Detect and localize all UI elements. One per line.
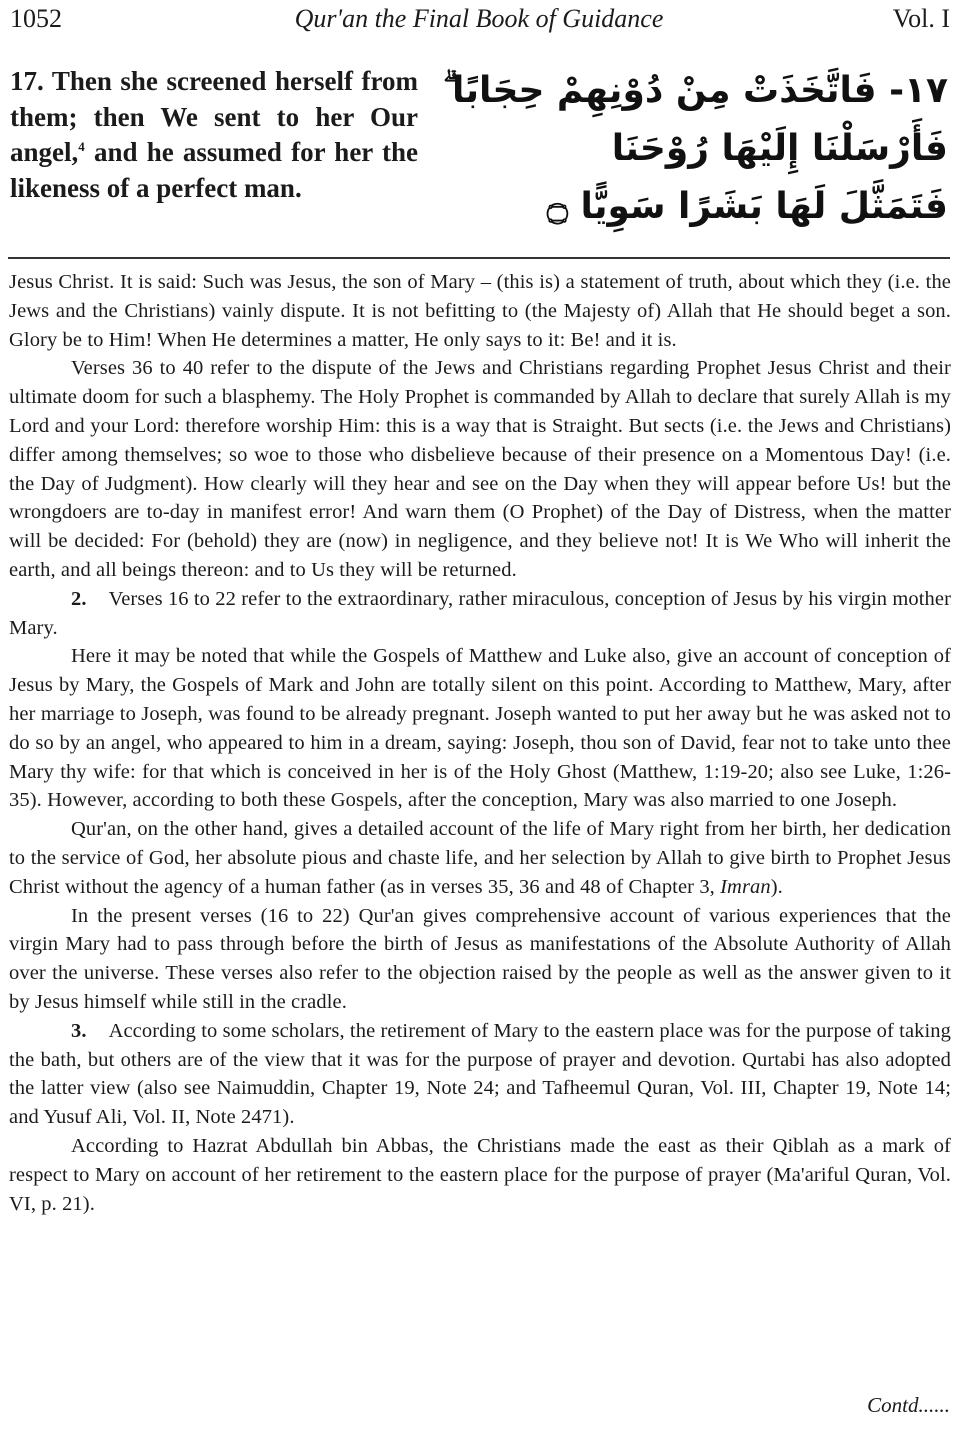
arabic-line: فَتَمَثَّلَ لَهَا بَشَرًا سَوِيًّا ۝ [546,186,948,227]
arabic-line: فَأَرْسَلْنَا إِلَيْهَا رُوْحَنَا [611,128,948,169]
note-2: 2. Verses 16 to 22 refer to the extraordinary, rather miraculous, conception of Jesus by his virgin mother Mary. [9,587,951,639]
commentary-paragraph: Verses 36 to 40 refer to the dispute of the Jews and Christians regarding Prophet Jesus Christ and their ultimate doom for such a blasphemy. The Holy Prophet is commanded by Allah to declare that surely Allah is my Lord and your Lord: therefore worship Him: this is a way that is Straight. But sects (i.e. the Jews and Christians) differ among themselves; so woe to those who disbelieve because of their presence on a Momentous Day! (i.e. the Day of Judgment). How clearly will they hear and see on the Day when they will appear before Us! but the wrongdoers are to-day in manifest error! And warn them (O Prophet) of the Day of Distress, when the matter will be decided: For (behold) they are (now) in negligence, and they believe not! It is We Who will inherit the earth, and all beings thereon: and to Us they will be returned. [9,357,951,581]
volume-label: Vol. I [892,4,950,33]
commentary-body [9,268,951,1218]
commentary-paragraph: Here it may be noted that while the Gospels of Matthew and Luke also, give an account of conception of Jesus by Mary, the Gospels of Mark and John are totally silent on this point. According to Matthew, Mary, after her marriage to Joseph, was found to be already pregnant. Joseph wanted to put her away but he was asked not to do so by an angel, who appeared to him in a dream, saying: Joseph, thou son of David, fear not to take unto thee Mary thy wife: for that which is conceived in her is of the Holy Ghost (Matthew, 1:19-20; also see Luke, 1:26-35). However, according to both these Gospels, after the conception, Mary was also married to one Joseph. [9,645,951,812]
continued-marker: Contd...... [867,1393,950,1417]
section-divider [8,257,950,259]
commentary-paragraph: Jesus Christ. It is said: Such was Jesus, the son of Mary – (this is) a statement of truth, about which they (i.e. the Jews and the Christians) vainly dispute. It is not befitting to (the Majesty of) Allah that He should beget a son. Glory be to Him! When He determines a matter, He only says to it: Be! and it is. [9,271,951,351]
page-header [8,2,950,36]
note-3: 3. According to some scholars, the retirement of Mary to the eastern place was for the purpose of taking the bath, but others are of the view that it was for the purpose of prayer and devotion. Qurtabi has also adopted the latter view (also see Naimuddin, Chapter 19, Note 24; and Tafheemul Quran, Vol. III, Chapter 19, Note 14; and Yusuf Ali, Vol. II, Note 2471). [9,1019,951,1129]
verse-block [10,62,950,252]
commentary-paragraph: According to Hazrat Abdullah bin Abbas, the Christians made the east as their Qiblah as a mark of respect to Mary on account of her retirement to the eastern place for the purpose of prayer (Ma'ariful Quran, Vol. VI, p. 21). [9,1134,951,1215]
arabic-line: ١٧- فَاتَّخَذَتْ مِنْ دُوْنِهِمْ حِجَابًا ۗ [442,70,948,111]
running-title: Qur'an the Final Book of Guidance [294,4,664,33]
note-number: 2. [71,587,87,610]
note-number: 3. [71,1019,87,1042]
commentary-paragraph: In the present verses (16 to 22) Qur'an gives comprehensive account of various experiences that the virgin Mary had to pass through before the birth of Jesus as manifestations of the Absolute Authority of Allah over the universe. These verses also refer to the objection raised by the people as well as the answer given to it by Jesus himself while still in the cradle. [9,904,951,1013]
verse-translation: 17. Then she screened herself from them; then We sent to her Our angel,$^4$ and he assumed for her the likeness of a perfect man. [10,66,418,203]
page-number: 1052 [10,4,62,33]
footnote-marker: 4 [78,139,85,154]
commentary-paragraph: Qur'an, on the other hand, gives a detailed account of the life of Mary right from her birth, her dedication to the service of God, her absolute pious and chaste life, and her selection by Allah to give birth to Prophet Jesus Christ without the agency of a human father (as in verses 35, 36 and 48 of Chapter 3, Imran). [9,818,951,898]
verse-arabic [442,62,948,236]
